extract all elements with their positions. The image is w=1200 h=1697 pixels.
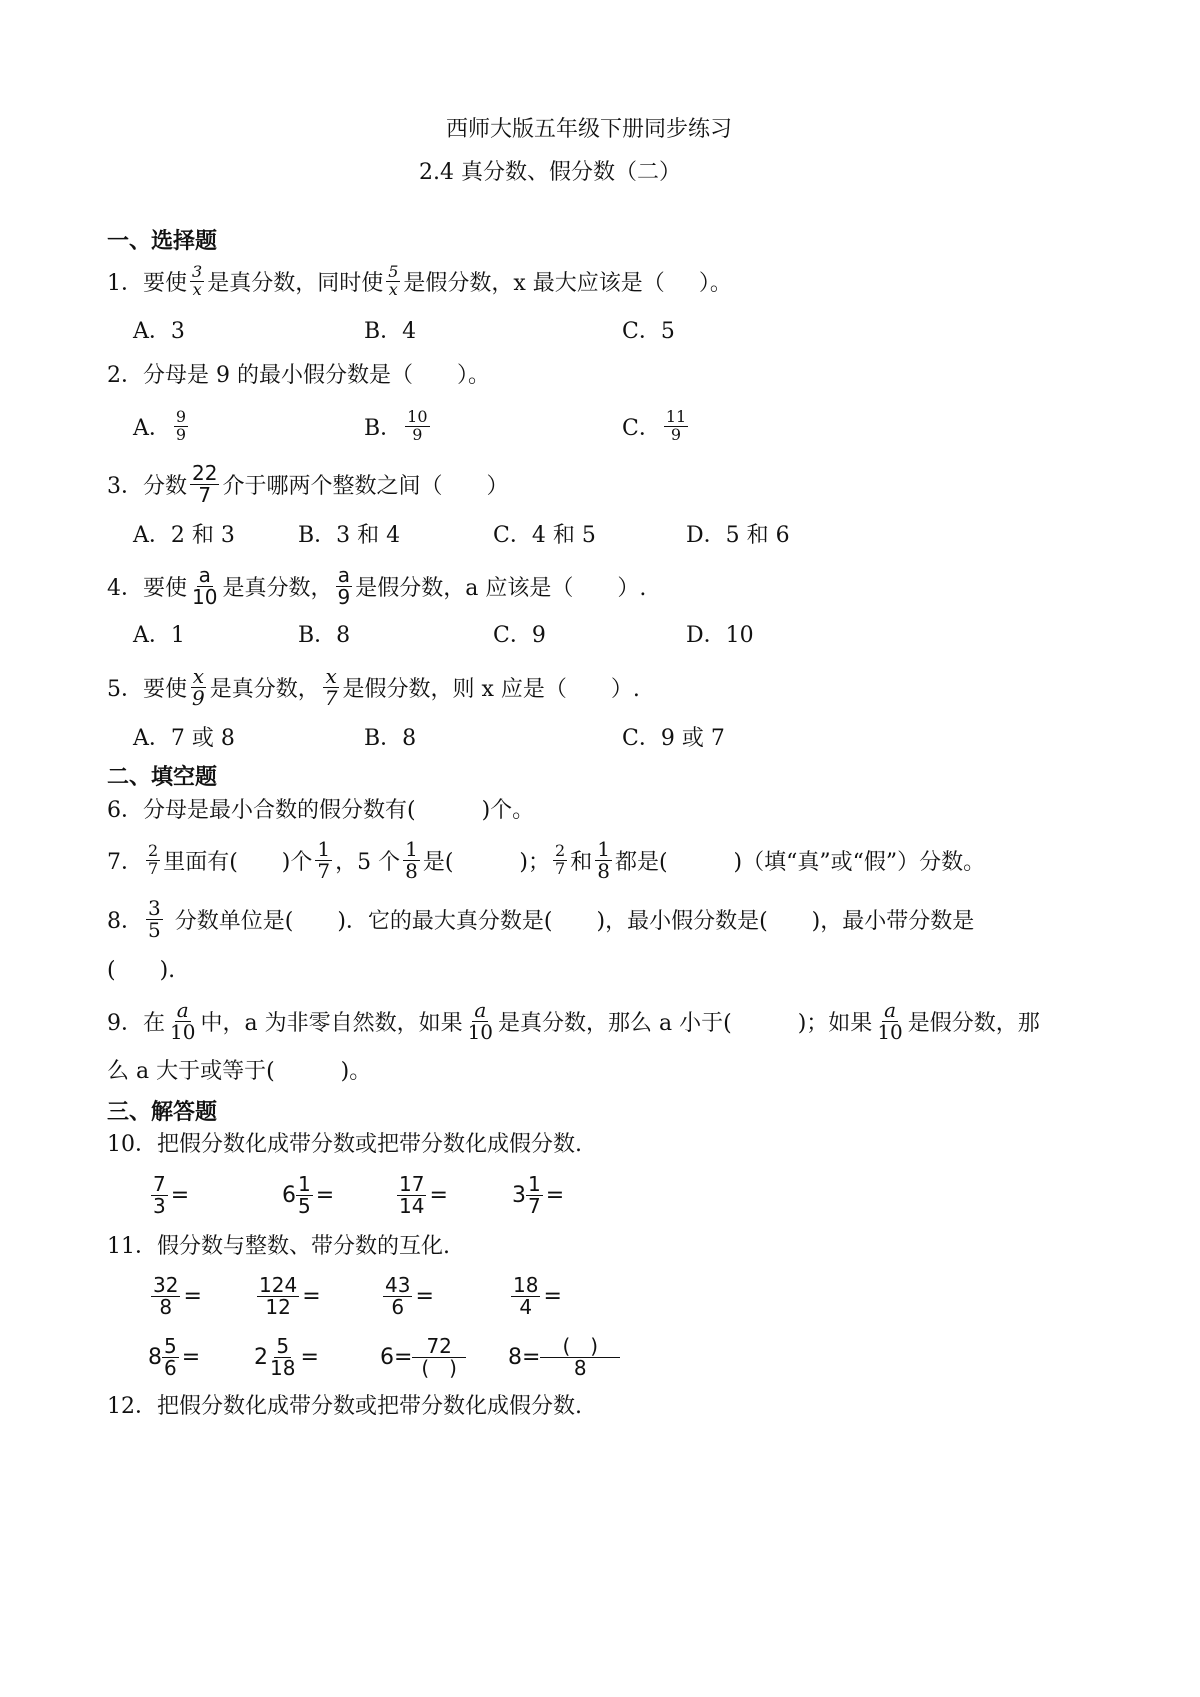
option-a: A．1	[133, 623, 185, 648]
option-a: A．3	[133, 319, 185, 344]
fraction: $\frac{10}{9}$	[407, 406, 428, 444]
question-9-continued: 么 a 大于或等于( )。	[107, 1059, 372, 1084]
exercise-item: 8= $\frac{( )}{8}$	[508, 1330, 623, 1384]
option-c: C．5	[622, 319, 675, 344]
fraction: $\frac{1}{8}$	[405, 836, 418, 883]
fraction: $\frac{22}{7}$	[192, 460, 218, 507]
page-subtitle: 2.4 真分数、假分数（二）	[419, 160, 681, 185]
question-1	[107, 258, 732, 304]
question-text: ）。	[698, 270, 732, 296]
option-c: C．9 或 7	[622, 726, 725, 751]
fraction: $\frac{1}{7}$	[317, 836, 331, 883]
question-12: 12．把假分数化成带分数或把带分数化成假分数.	[107, 1394, 582, 1419]
exercise-item: 3 $\frac{1}{7}$ =	[512, 1171, 565, 1218]
option-b: B．8	[364, 726, 417, 751]
option-a: A． $\frac{9}{9}$	[133, 406, 187, 444]
exercise-item: $\frac{43}{6}$ =	[385, 1272, 434, 1319]
page-title: 西师大版五年级下册同步练习	[446, 117, 733, 142]
question-10: 10．把假分数化成带分数或把带分数化成假分数.	[107, 1132, 582, 1157]
question-2: 2．分母是 9 的最小假分数是（ ）。	[107, 363, 490, 388]
option-b: B．3 和 4	[298, 523, 401, 548]
fraction: $\frac{2}{7}$	[555, 840, 566, 878]
exercise-item: $\frac{17}{14}$ =	[399, 1171, 448, 1218]
fraction: $\frac{a}{10}$	[467, 997, 494, 1044]
question-number: 1．	[107, 270, 143, 296]
fraction: $\frac{a}{9}$	[337, 562, 351, 609]
question-8-continued: ( ).	[107, 958, 176, 983]
fraction: $\frac{9}{9}$	[175, 406, 187, 444]
option-c: C．9	[493, 623, 546, 648]
fraction: $\frac{11}{9}$	[665, 406, 687, 444]
fraction: $\frac{a}{10}$	[170, 997, 196, 1044]
question-3: 3．分数 $\frac{22}{7}$ 介于哪两个整数之间（ ）	[107, 460, 509, 507]
exercise-item: 6 $\frac{1}{5}$ =	[282, 1171, 335, 1218]
fraction: $\frac{1}{8}$	[597, 836, 610, 883]
option-c: C．4 和 5	[493, 523, 596, 548]
option-b: B．4	[364, 319, 417, 344]
option-c: C． $\frac{11}{9}$	[622, 406, 687, 444]
fraction: $\frac{3}{5}$	[148, 895, 161, 942]
fraction: $\frac{x}{7}$	[324, 663, 338, 710]
fraction: $\frac{a}{10}$	[192, 562, 218, 609]
fraction: $\frac{2}{7}$	[148, 840, 159, 878]
exercise-item: 2 $\frac{5}{18}$ =	[254, 1333, 319, 1380]
fraction: $\frac{x}{9}$	[192, 663, 205, 710]
section-heading-fill: 二、填空题	[107, 765, 218, 790]
option-a: A．2 和 3	[133, 523, 235, 548]
question-9: 9．在 $\frac{a}{10}$ 中，a 为非零自然数，如果 $\frac{a}{10}$ 是真分数，那么 a 小于( )；如果 $\frac{a}{10}$ 是假分数，那	[107, 997, 1040, 1044]
exercise-item: 6= $\frac{72}{( )}$	[380, 1330, 469, 1384]
question-text: 是真分数，同时使	[207, 270, 384, 296]
exercise-item: $\frac{18}{4}$ =	[513, 1272, 562, 1319]
exercise-item: $\frac{7}{3}$ =	[153, 1171, 190, 1218]
option-b: B． $\frac{10}{9}$	[364, 406, 428, 444]
fraction: $\frac{a}{10}$	[877, 997, 903, 1044]
question-11: 11．假分数与整数、带分数的互化.	[107, 1234, 450, 1259]
exercise-item: $\frac{32}{8}$ =	[153, 1272, 202, 1319]
section-heading-answer: 三、解答题	[107, 1100, 218, 1125]
section-heading-choice: 一、选择题	[107, 229, 218, 254]
option-d: D．5 和 6	[686, 523, 790, 548]
fraction: $\frac{5}{x}$	[388, 261, 399, 299]
question-5: 5．要使 $\frac{x}{9}$ 是真分数， $\frac{x}{7}$ 是假分数，则 x 应是（ ）.	[107, 663, 640, 710]
question-7: 7． $\frac{2}{7}$ 里面有( )个 $\frac{1}{7}$ ，5 个 $\frac{1}{8}$ 是( )； $\frac{2}{7}$ 和 $\frac{1}{8}$ 都是( )（填“真”或“假”）分数。	[107, 836, 986, 883]
exercise-item: 8 $\frac{5}{6}$ =	[148, 1333, 201, 1380]
fraction: $\frac{3}{x}$	[192, 261, 203, 299]
exercise-item: $\frac{124}{12}$ =	[259, 1272, 321, 1319]
question-6: 6．分母是最小合数的假分数有( )个。	[107, 798, 535, 823]
question-text: 是假分数，x 最大应该是（	[403, 270, 665, 296]
option-b: B．8	[298, 623, 351, 648]
question-8: 8． $\frac{3}{5}$ 分数单位是( )．它的最大真分数是( )，最小假分数是( )，最小带分数是	[107, 895, 975, 942]
question-text: 要使	[143, 270, 188, 296]
option-a: A．7 或 8	[133, 726, 235, 751]
option-d: D．10	[686, 623, 754, 648]
question-4: 4．要使 $\frac{a}{10}$ 是真分数， $\frac{a}{9}$ 是假分数，a 应该是（ ）.	[107, 562, 647, 609]
